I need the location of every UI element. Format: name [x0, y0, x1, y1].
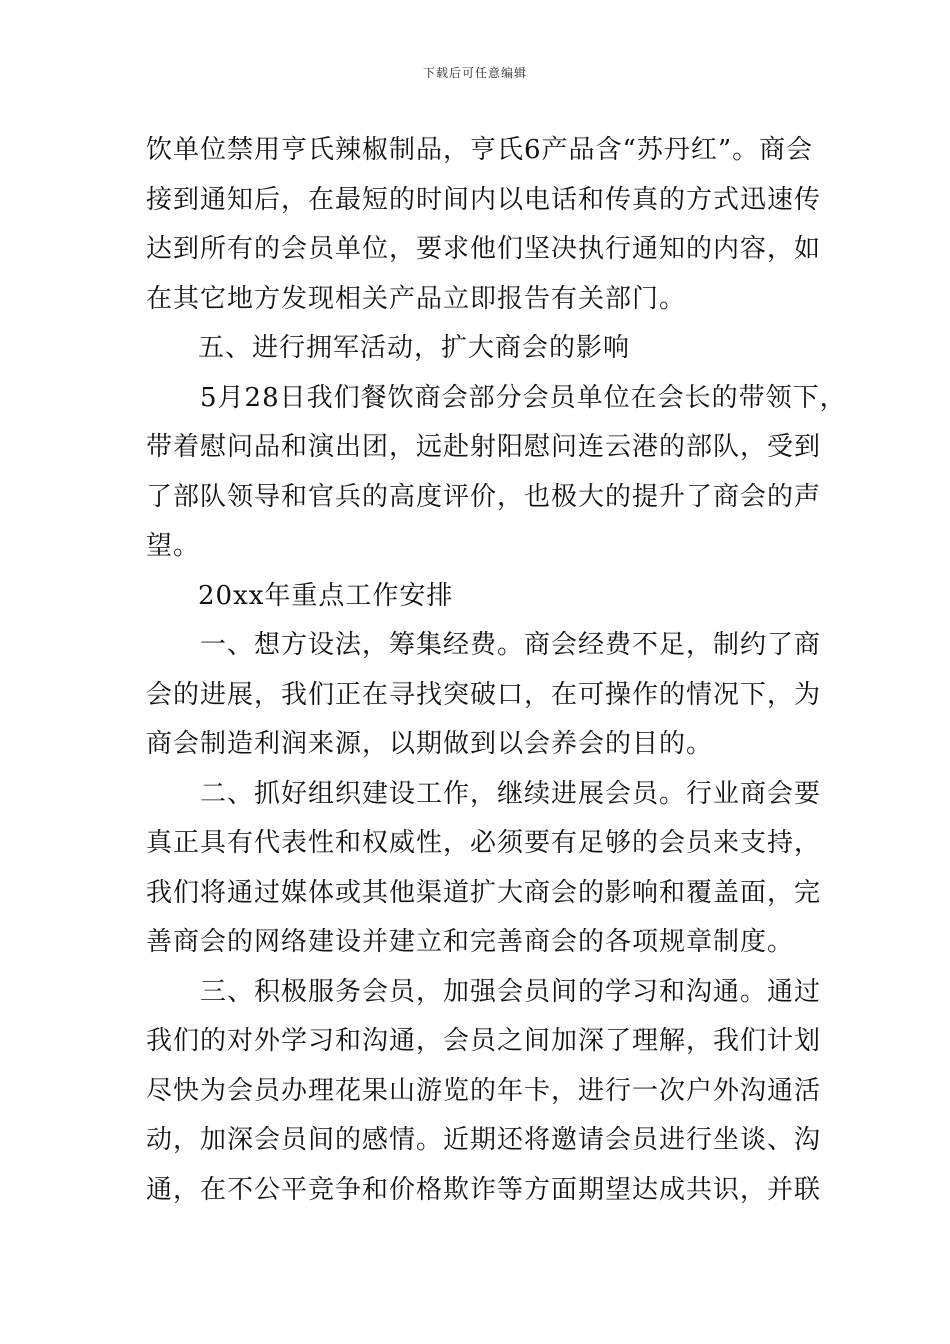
text-line: 了部队领导和官兵的高度评价，也极大的提升了商会的声	[146, 481, 822, 512]
text-line: 二、抓好组织建设工作，继续进展会员。行业商会要	[200, 778, 822, 809]
text-line: 达到所有的会员单位，要求他们坚决执行通知的内容，如	[146, 234, 822, 264]
text-line: 善商会的网络建设并建立和完善商会的各项规章制度。	[146, 927, 795, 957]
text-line: 我们将通过媒体或其他渠道扩大商会的影响和覆盖面，完	[146, 877, 822, 908]
text-line: 在其它地方发现相关产品立即报告有关部门。	[146, 283, 687, 314]
text-line: 一、想方设法，筹集经费。商会经费不足，制约了商	[200, 630, 822, 660]
text-line: 真正具有代表性和权威性，必须要有足够的会员来支持，	[146, 828, 822, 858]
text-line: 动，加深会员间的感情。近期还将邀请会员进行坐谈、沟	[146, 1125, 822, 1155]
section-heading: 20xx年重点工作安排	[198, 580, 454, 611]
text-line: 尽快为会员办理花果山游览的年卡，进行一次户外沟通活	[146, 1075, 822, 1106]
text-line: 带着慰问品和演出团，远赴射阳慰问连云港的部队，受到	[146, 432, 822, 462]
text-line: 三、积极服务会员，加强会员间的学习和沟通。通过	[200, 976, 822, 1007]
text-line: 商会制造利润来源，以期做到以会养会的目的。	[146, 729, 714, 759]
page-header-note: 下载后可任意编辑	[422, 66, 527, 80]
text-line: 我们的对外学习和沟通，会员之间加深了理解，我们计划	[146, 1026, 822, 1056]
text-line: 饮单位禁用亨氏辣椒制品，亨氏6产品含“苏丹红”。商会	[146, 135, 814, 165]
text-line: 会的进展，我们正在寻找突破口，在可操作的情况下，为	[146, 679, 822, 710]
document-body	[146, 126, 847, 1215]
text-line: 通，在不公平竞争和价格欺诈等方面期望达成共识，并联	[146, 1174, 822, 1205]
text-line: 5月28日我们餐饮商会部分会员单位在会长的带领下，	[200, 382, 847, 413]
text-line: 望。	[146, 531, 201, 561]
text-line: 接到通知后，在最短的时间内以电话和传真的方式迅速传	[146, 184, 822, 215]
section-heading: 五、进行拥军活动，扩大商会的影响	[198, 333, 631, 363]
